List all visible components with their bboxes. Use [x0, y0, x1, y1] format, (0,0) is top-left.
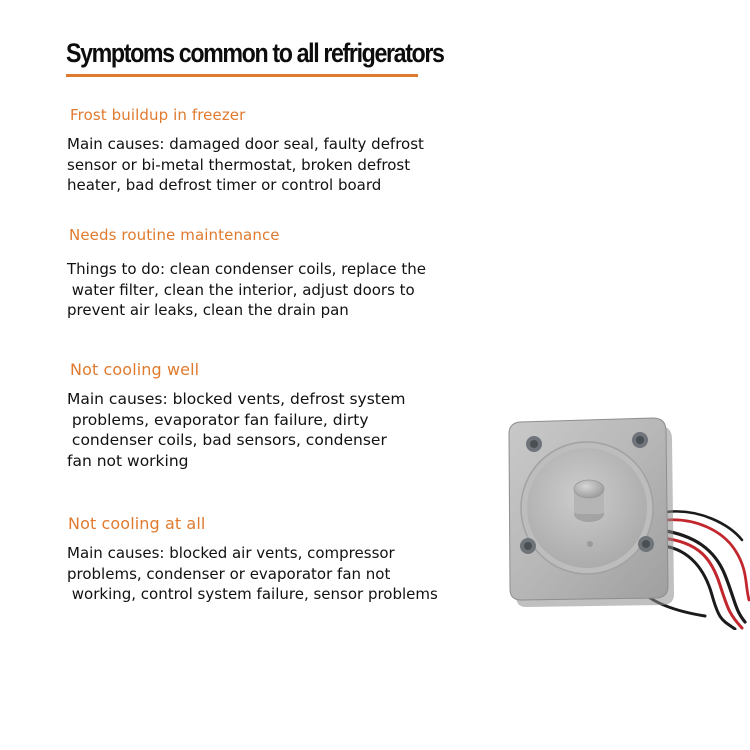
- page-title: Symptoms common to all refrigerators: [66, 38, 444, 68]
- section-body-routine-maintenance: Things to do: clean condenser coils, replace the water filter, clean the interior, adjust doors to prevent air leaks, clean the drain pan: [67, 260, 426, 319]
- fan-motor-photo: [490, 400, 750, 630]
- section-heading-routine-maintenance: Needs routine maintenance: [69, 226, 280, 244]
- motor-shaft: [574, 480, 604, 498]
- section-body-frost-buildup: Main causes: damaged door seal, faulty defrost sensor or bi-metal thermostat, broken defrost heater, bad defrost timer or control board: [67, 135, 424, 194]
- section-body-not-cooling-at-all: Main causes: blocked air vents, compressor problems, condenser or evaporator fan not working, control system failure, sensor problems: [67, 544, 438, 603]
- section-heading-not-cooling-at-all: Not cooling at all: [68, 514, 206, 533]
- title-underline: [66, 74, 418, 77]
- section-body-not-cooling-well: Main causes: blocked vents, defrost system problems, evaporator fan failure, dirty condenser coils, bad sensors, condenser fan not working: [67, 390, 406, 470]
- section-heading-not-cooling-well: Not cooling well: [70, 360, 200, 379]
- section-heading-frost-buildup: Frost buildup in freezer: [70, 106, 246, 124]
